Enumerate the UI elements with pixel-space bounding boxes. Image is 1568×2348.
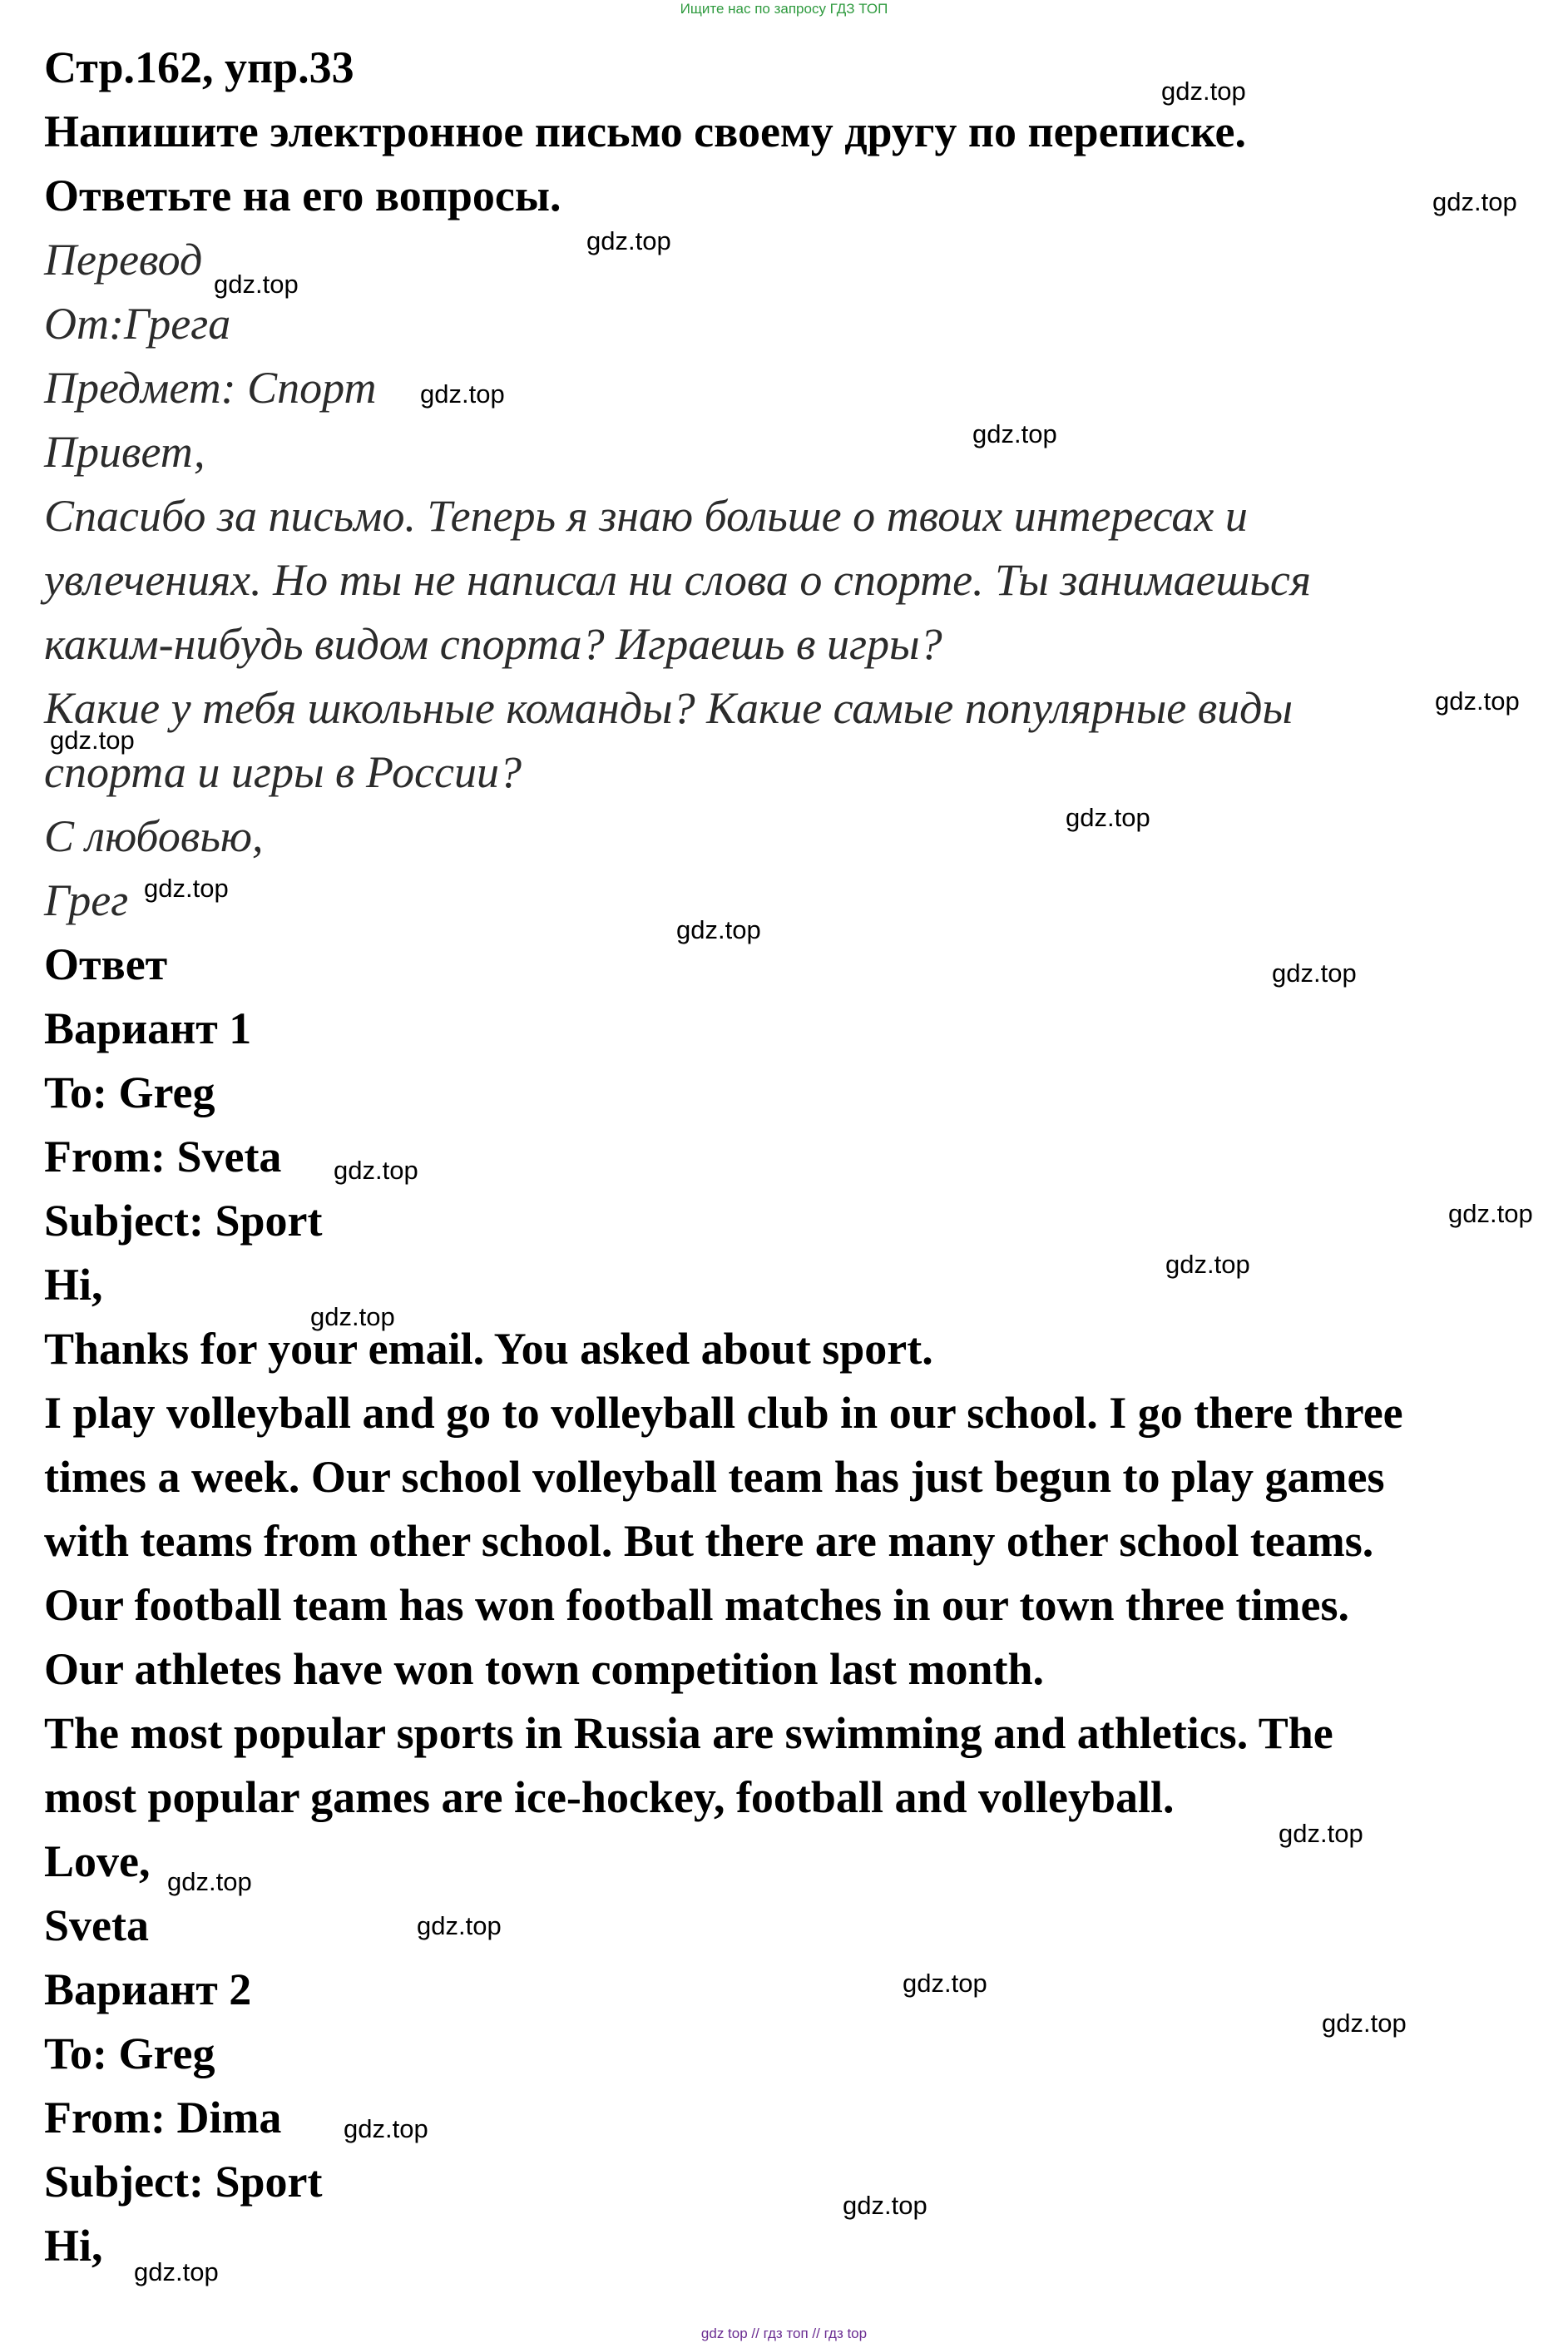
watermark: gdz.top	[334, 1156, 418, 1185]
watermark: gdz.top	[1435, 686, 1520, 716]
translation-line: каким-нибудь видом спорта? Играешь в игры?	[44, 619, 942, 669]
variant-1-line: Our football team has won football matches in our town three times.	[44, 1580, 1349, 1630]
variant-1-line: times a week. Our school volleyball team has just begun to play games	[44, 1452, 1385, 1502]
instruction-line-1: Напишите электронное письмо своему другу по переписке.	[44, 107, 1246, 156]
watermark: gdz.top	[214, 270, 299, 299]
variant-2-title: Вариант 2	[44, 1964, 252, 2014]
variant-2-line: From: Dima	[44, 2093, 282, 2142]
variant-1-line: Hi,	[44, 1260, 103, 1310]
variant-1-line: Subject: Sport	[44, 1196, 323, 1246]
variant-1-line: Love,	[44, 1836, 151, 1886]
watermark: gdz.top	[1272, 959, 1357, 988]
variant-1-line: Our athletes have won town competition last month.	[44, 1644, 1045, 1694]
variant-2-line: Subject: Sport	[44, 2157, 323, 2207]
watermark: gdz.top	[972, 419, 1057, 448]
variant-2-line: Hi,	[44, 2221, 103, 2271]
instruction-line-2: Ответьте на его вопросы.	[44, 171, 561, 220]
variant-1-line: From: Sveta	[44, 1132, 282, 1181]
document-body	[44, 36, 1541, 2278]
top-banner: Ищите нас по запросу ГДЗ ТОП	[680, 1, 888, 17]
translation-line: Какие у тебя школьные команды? Какие самые популярные виды	[44, 683, 1293, 733]
exercise-header: Стр.162, упр.33	[44, 42, 354, 92]
watermark: gdz.top	[1322, 2009, 1407, 2038]
variant-2-line: To: Greg	[44, 2028, 215, 2078]
variant-1-title: Вариант 1	[44, 1003, 252, 1053]
variant-1-line: Thanks for your email. You asked about sport.	[44, 1324, 933, 1374]
watermark: gdz.top	[420, 379, 505, 409]
translation-line: От:Грега	[44, 299, 231, 349]
answer-heading: Ответ	[44, 939, 168, 989]
watermark: gdz.top	[586, 226, 671, 255]
variant-1-line: To: Greg	[44, 1067, 215, 1117]
variant-1-line: most popular games are ice-hockey, football and volleyball.	[44, 1772, 1175, 1822]
watermark: gdz.top	[1165, 1250, 1250, 1279]
watermark: gdz.top	[1432, 187, 1517, 216]
watermark: gdz.top	[1161, 77, 1246, 106]
translation-line: Спасибо за письмо. Теперь я знаю больше о твоих интересах и	[44, 491, 1248, 541]
watermark: gdz.top	[676, 915, 761, 944]
variant-1-line: Sveta	[44, 1900, 149, 1950]
bottom-banner: gdz top // гдз топ // гдз top	[700, 2326, 868, 2341]
translation-line: спорта и игры в России?	[44, 747, 522, 797]
watermark: gdz.top	[1066, 803, 1150, 832]
watermark: gdz.top	[903, 1969, 987, 1998]
translation-line: увлечениях. Но ты не написал ни слова о спорте. Ты занимаешься	[44, 555, 1311, 605]
variant-1-line: The most popular sports in Russia are swimming and athletics. The	[44, 1708, 1333, 1758]
translation-heading: Перевод	[44, 235, 203, 285]
variant-1-line: I play volleyball and go to volleyball club in our school. I go there three	[44, 1388, 1403, 1438]
watermark: gdz.top	[1279, 1819, 1363, 1848]
watermark: gdz.top	[134, 2257, 219, 2286]
watermark: gdz.top	[310, 1302, 395, 1331]
translation-line: Грег	[44, 875, 129, 925]
watermark: gdz.top	[167, 1867, 252, 1896]
translation-line: Предмет: Спорт	[44, 363, 377, 413]
watermark: gdz.top	[344, 2114, 428, 2143]
watermark: gdz.top	[417, 1911, 502, 1940]
watermark: gdz.top	[50, 726, 135, 755]
variant-1-line: with teams from other school. But there are many other school teams.	[44, 1516, 1374, 1566]
translation-line: С любовью,	[44, 811, 264, 861]
watermark: gdz.top	[1448, 1199, 1533, 1228]
translation-line: Привет,	[44, 427, 205, 477]
watermark: gdz.top	[144, 874, 229, 903]
watermark: gdz.top	[843, 2191, 927, 2220]
